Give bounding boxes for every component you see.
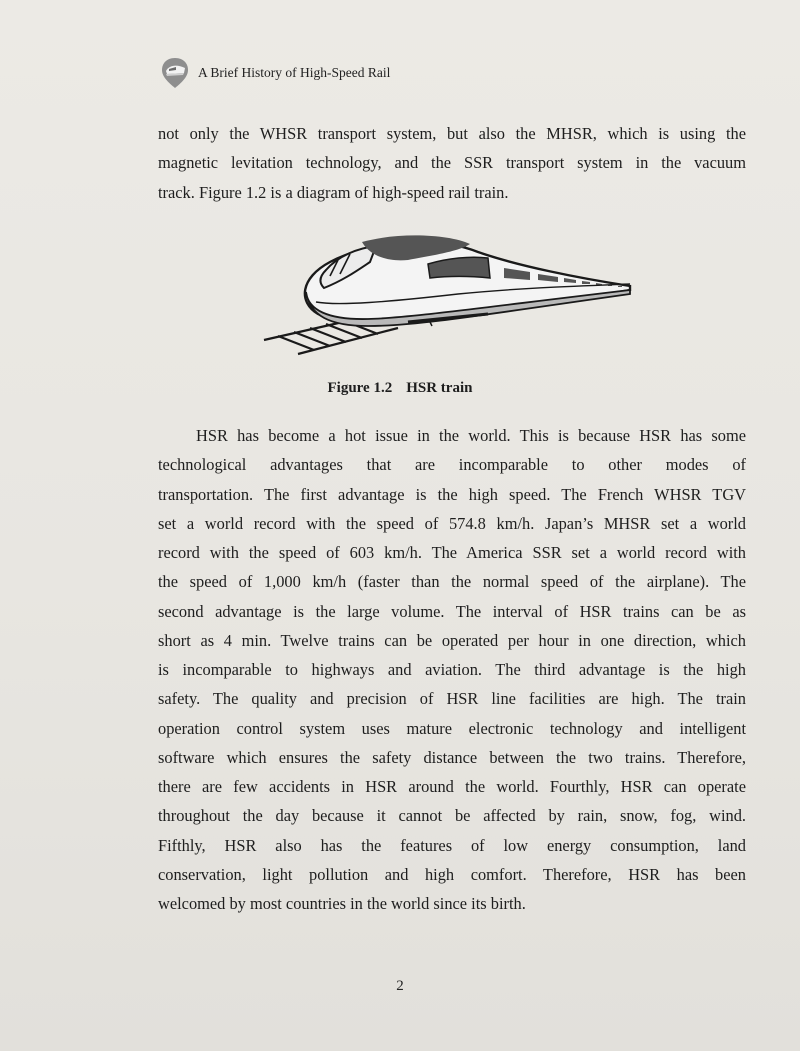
page-number: 2 [396,978,404,994]
text-line: the speed of 1,000 km/h (faster than the normal speed of the airplane). The [158,572,746,592]
text-line: not only the WHSR transport system, but also the MHSR, which is using the [158,124,746,143]
train-body [305,235,630,326]
text-line: welcomed by most countries in the world since its birth. [158,894,526,913]
figure-number: Figure 1.2 [327,380,393,396]
text-line: HSR has become a hot issue in the world. This is because HSR has some [196,426,746,445]
text-line: transportation. The first advantage is the high speed. The French WHSR TGV [158,484,746,504]
text-line: Fifthly, HSR also has the features of low energy consumption, land [158,835,746,855]
paragraph-continuation [158,119,746,207]
train-badge-icon [160,56,190,90]
text-line: record with the speed of 603 km/h. The America SSR set a world record with [158,543,746,562]
text-line: software which ensures the safety distance between the two trains. Therefore, [158,747,746,767]
text-line: short as 4 min. Twelve trains can be operated per hour in one direction, which [158,630,746,650]
text-line: conservation, light pollution and high comfort. Therefore, HSR has been [158,864,746,884]
hsr-train-illustration [258,222,638,362]
header-title: A Brief History of High-Speed Rail [198,65,391,80]
text-line: track. Figure 1.2 is a diagram of high-speed rail train. [158,182,509,202]
text-line: technological advantages that are incomparable to other modes of [158,455,746,475]
running-header [160,56,390,90]
text-line: is incomparable to highways and aviation. The third advantage is the high [158,660,746,679]
text-line: magnetic levitation technology, and the SSR transport system in the vacuum [158,153,746,173]
text-line: safety. The quality and precision of HSR line facilities are high. The train [158,689,746,709]
text-line: throughout the day because it cannot be affected by rain, snow, fog, wind. [158,806,746,826]
text-line: set a world record with the speed of 574.8 km/h. Japan’s MHSR set a world [158,513,746,533]
figure-caption [0,380,800,397]
figure-caption-text: HSR train [406,380,473,396]
text-line: second advantage is the large volume. The interval of HSR trains can be as [158,601,746,621]
paragraph-hsr-advantages [158,421,746,918]
text-line: operation control system uses mature electronic technology and intelligent [158,718,746,738]
text-line: there are few accidents in HSR around the world. Fourthly, HSR can operate [158,777,746,796]
